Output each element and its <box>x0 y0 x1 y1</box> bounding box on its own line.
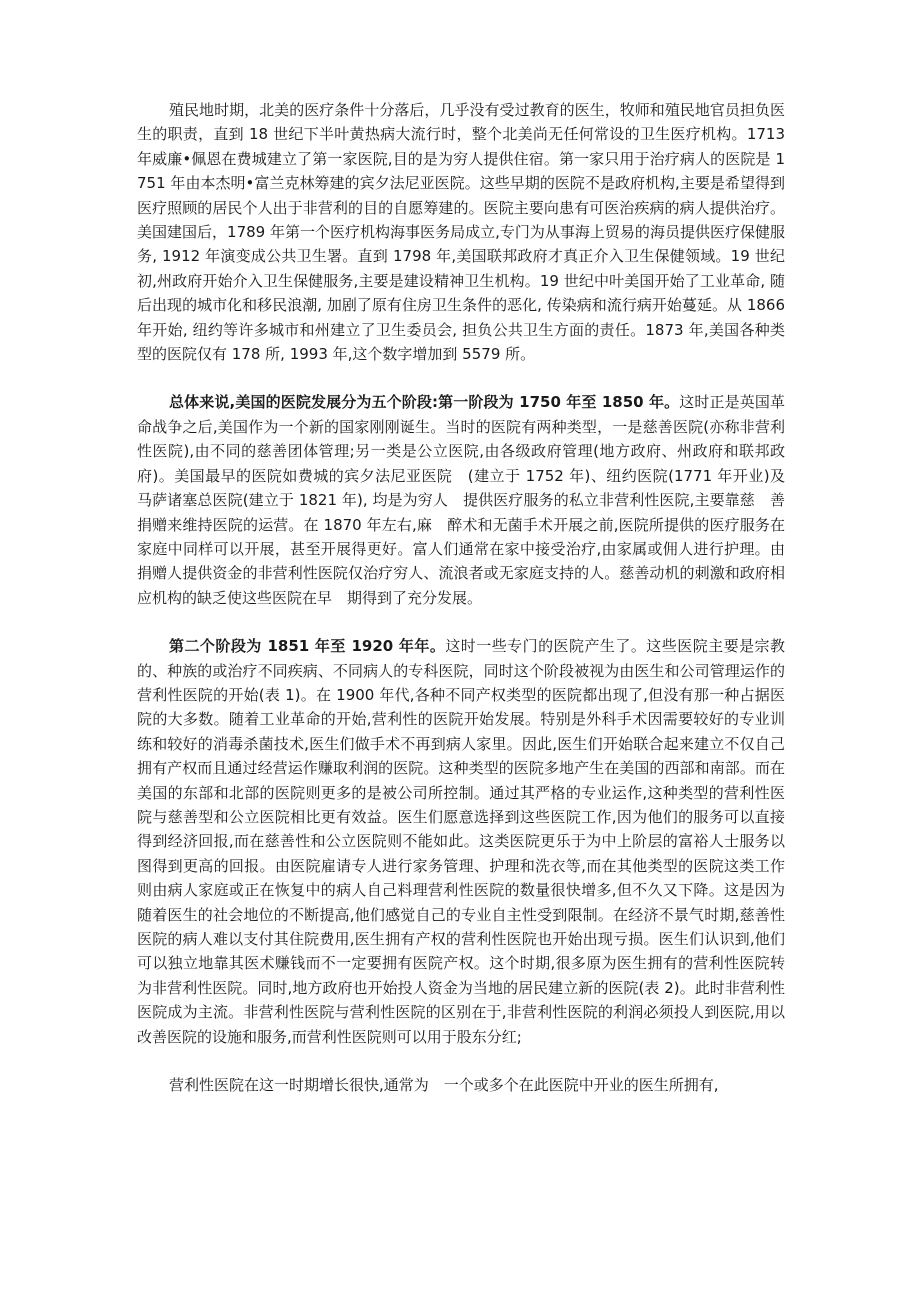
paragraph-text: 这时正是英国革命战争之后,美国作为一个新的国家刚刚诞生。当时的医院有两种类型，一是慈善医院(亦称非营利性医院),由不同的慈善团体管理;另一类是公立医院,由各级政府管理(地方政府、州政府和联邦政府)。美国最早的医院如费城的宾夕法尼亚医院 (建立于 1752 年)、纽约医院(1771 年开业)及 马萨诸塞总医院(建立于 1821 年), 均是为穷人 提供医疗服务的私立非营利性医院,主要靠慈 善捐赠来维持医院的运营。在 1870 年左右,麻 醉术和无菌手术开展之前,医院所提供的医疗服务在家庭中同样可以开展，甚至开展得更好。富人们通常在家中接受治疗,由家属或佣人进行护理。由捐赠人提供资金的非营利性医院仅治疗穷人、流浪者或无家庭支持的人。慈善动机的刺激和政府相应机构的缺乏使这些医院在早 期得到了充分发展。 <box>137 393 801 607</box>
paragraph-for-profit-growth <box>137 1073 785 1097</box>
paragraph-lead-heading: 总体来说,美国的医院发展分为五个阶段:第一阶段为 1750 年至 1850 年。 <box>169 393 680 412</box>
paragraph-colonial-history <box>137 98 785 366</box>
document-page <box>137 98 801 1097</box>
paragraph-text: 营利性医院在这一时期增长很快,通常为 一个或多个在此医院中开业的医生所拥有, <box>169 1076 719 1095</box>
paragraph-text: 殖民地时期，北美的医疗条件十分落后，几乎没有受过教育的医生，牧师和殖民地官员担负医生的职责，直到 18 世纪下半叶黄热病大流行时，整个北美尚无任何常设的卫生医疗机构。1713 年威廉•佩恩在费城建立了第一家医院,目的是为穷人提供住宿。第一家只用于治疗病人的医院是 1751 年由本杰明•富兰克林筹建的宾夕法尼亚医院。这些早期的医院不是政府机构,主要是希望得到医疗照顾的居民个人出于非营利的目的自愿筹建的。医院主要向患有可医治疾病的病人提供治疗。美国建国后，1789 年第一个医疗机构海事医务局成立,专门为从事海上贸易的海员提供医疗保健服务, 1912 年演变成公共卫生署。直到 1798 年,美国联邦政府才真正介入卫生保健领域。19 世纪初,州政府开始介入卫生保健服务,主要是建设精神卫生机构。19 世纪中叶美国开始了工业革命, 随后出现的城市化和移民浪潮, 加剧了原有住房卫生条件的恶化, 传染病和流行病开始蔓延。从 1866 年开始, 纽约等许多城市和州建立了卫生委员会, 担负公共卫生方面的责任。1873 年,美国各种类型的医院仅有 178 所, 1993 年,这个数字增加到 5579 所。 <box>137 101 785 364</box>
paragraph-lead-heading: 第二个阶段为 1851 年至 1920 年年。 <box>169 637 446 656</box>
paragraph-stage-one <box>137 390 801 610</box>
paragraph-stage-two <box>137 634 785 1049</box>
paragraph-text: 这时一些专门的医院产生了。这些医院主要是宗教的、种族的或治疗不同疾病、不同病人的专科医院，同时这个阶段被视为由医生和公司管理运作的营利性医院的开始(表 1)。在 1900 年代,各种不同产权类型的医院都出现了,但没有那一种占据医院的大多数。随着工业革命的开始,营利性的医院开始发展。特别是外科手术因需要较好的专业训练和较好的消毒杀菌技术,医生们做手术不再到病人家里。因此,医生们开始联合起来建立不仅自己拥有产权而且通过经营运作赚取利润的医院。这种类型的医院多地产生在美国的西部和南部。而在美国的东部和北部的医院则更多的是被公司所控制。通过其严格的专业运作,这种类型的营利性医院与慈善型和公立医院相比更有效益。医生们愿意选择到这些医院工作,因为他们的服务可以直接得到经济回报,而在慈善性和公立医院则不能如此。这类医院更乐于为中上阶层的富裕人士服务以图得到更高的回报。由医院雇请专人进行家务管理、护理和洗衣等,而在其他类型的医院这类工作则由病人家庭或正在恢复中的病人自己料理营利性医院的数量很快增多,但不久又下降。这是因为随着医生的社会地位的不断提高,他们感觉自己的专业自主性受到限制。在经济不景气时期,慈善性医院的病人难以支付其住院费用,医生拥有产权的营利性医院也开始出现亏损。医生们认识到,他们可以独立地靠其医术赚钱而不一定要拥有医院产权。这个时期,很多原为医生拥有的营利性医院转为非营利性医院。同时,地方政府也开始投人资金为当地的居民建立新的医院(表 2)。此时非营利性医院成为主流。非营利性医院与营利性医院的区别在于,非营利性医院的利润必须投人到医院,用以改善医院的设施和服务,而营利性医院则可以用于股东分红; <box>137 637 785 1046</box>
